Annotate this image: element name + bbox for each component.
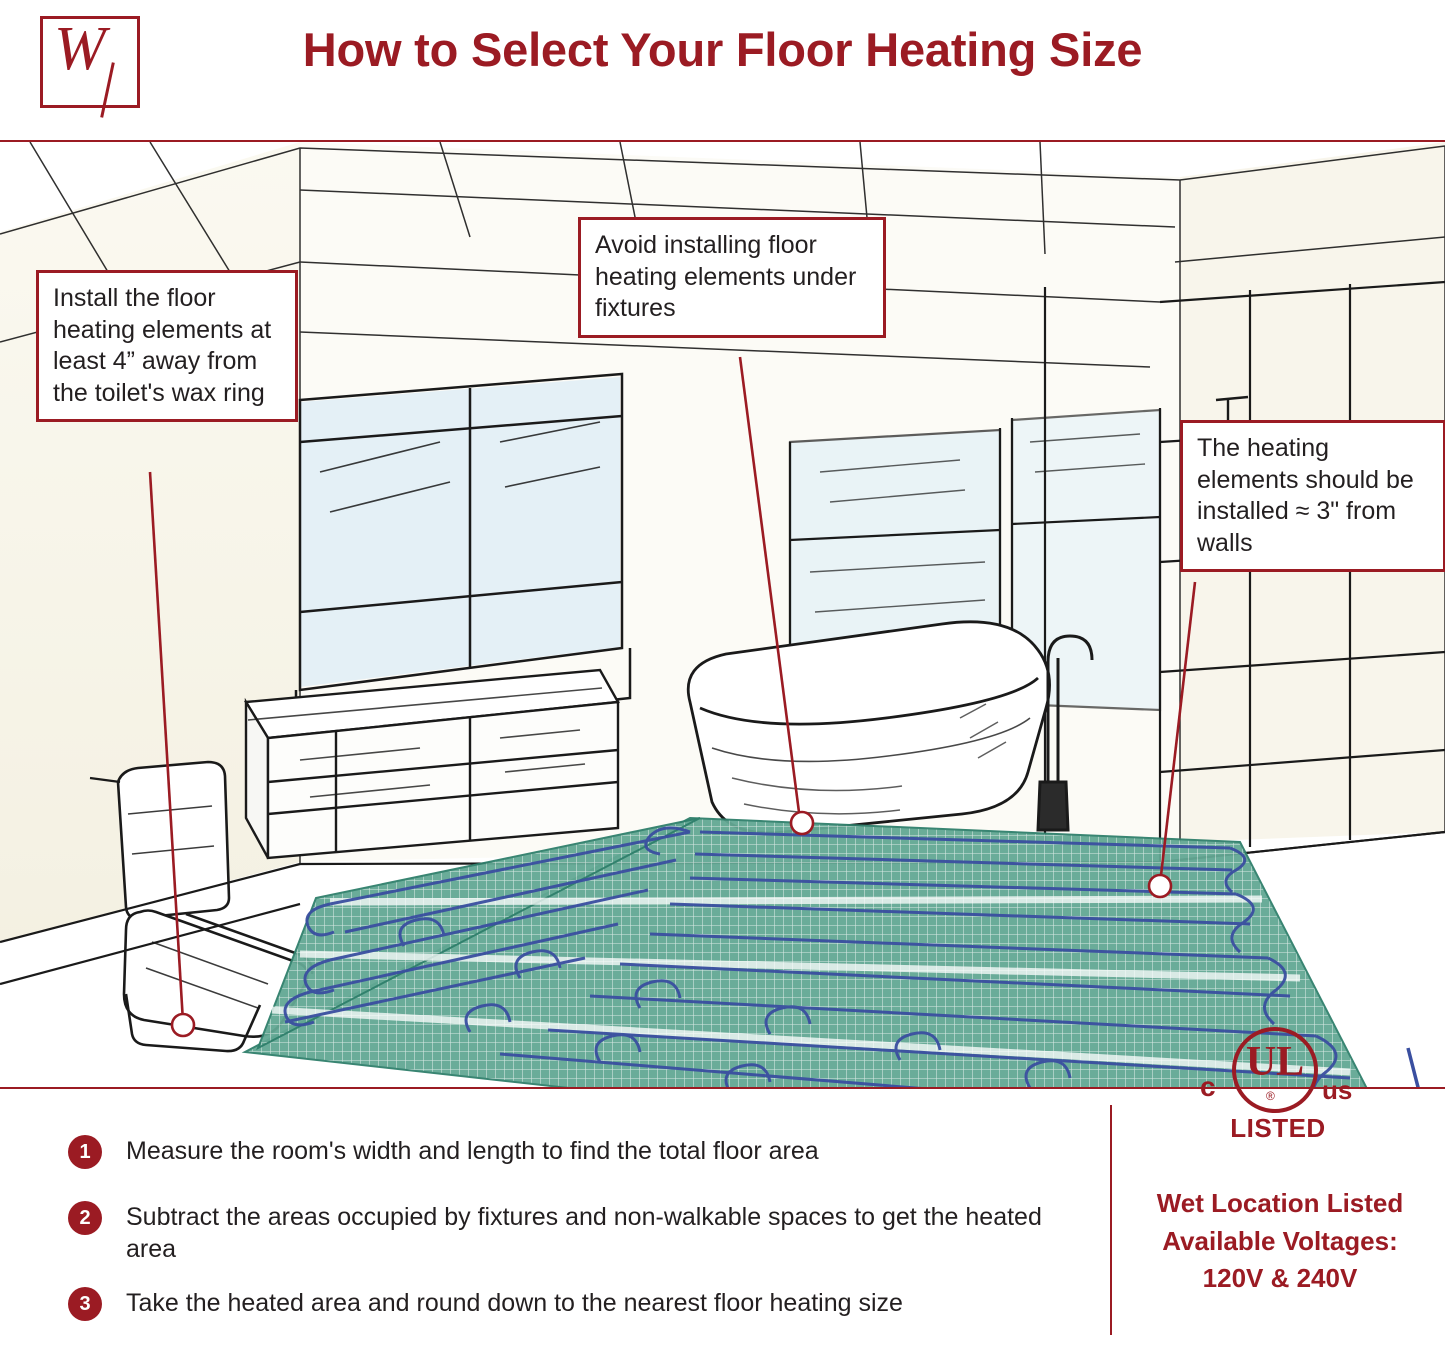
list-item [52,1135,1092,1179]
ul-us-mark: us [1322,1075,1353,1105]
ul-registered-mark: ® [1266,1089,1275,1103]
ul-listed-label: LISTED [1230,1113,1326,1143]
callout-avoid-fixtures: Avoid installing floor heating elements under fixtures [578,217,886,338]
bathroom-illustration [0,140,1445,1089]
ul-c-mark: c [1200,1071,1216,1102]
footer-divider [1110,1105,1112,1335]
page-title: How to Select Your Floor Heating Size [302,23,1143,76]
step-text: Subtract the areas occupied by fixtures and non-walkable spaces to get the heated area [126,1203,1042,1263]
page-header [0,0,1445,140]
step-text: Take the heated area and round down to the nearest floor heating size [126,1289,903,1317]
cert-line-wet-location: Wet Location Listed [1156,1188,1404,1218]
step-number-badge: 3 [68,1287,102,1321]
list-item [52,1201,1092,1265]
certification-text [1120,1185,1440,1298]
step-text: Measure the room's width and length to find the total floor area [126,1137,819,1165]
logo-letter: W [54,15,106,83]
list-item [52,1287,1092,1331]
steps-list [52,1135,1092,1353]
callout-wall-clearance: The heating elements should be installed ≈ 3" from walls [1180,420,1445,572]
cert-line-voltages-label: Available Voltages: [1162,1225,1398,1256]
callout-toilet-clearance: Install the floor heating elements at least 4” away from the toilet's wax ring [36,270,298,422]
step-number-badge: 1 [68,1135,102,1169]
cert-line-voltages-value: 120V & 240V [1202,1263,1358,1294]
ul-letters: UL [1245,1039,1305,1085]
page-footer [0,1039,1445,1348]
step-number-badge: 2 [68,1201,102,1235]
ul-listed-icon [1182,1027,1382,1143]
